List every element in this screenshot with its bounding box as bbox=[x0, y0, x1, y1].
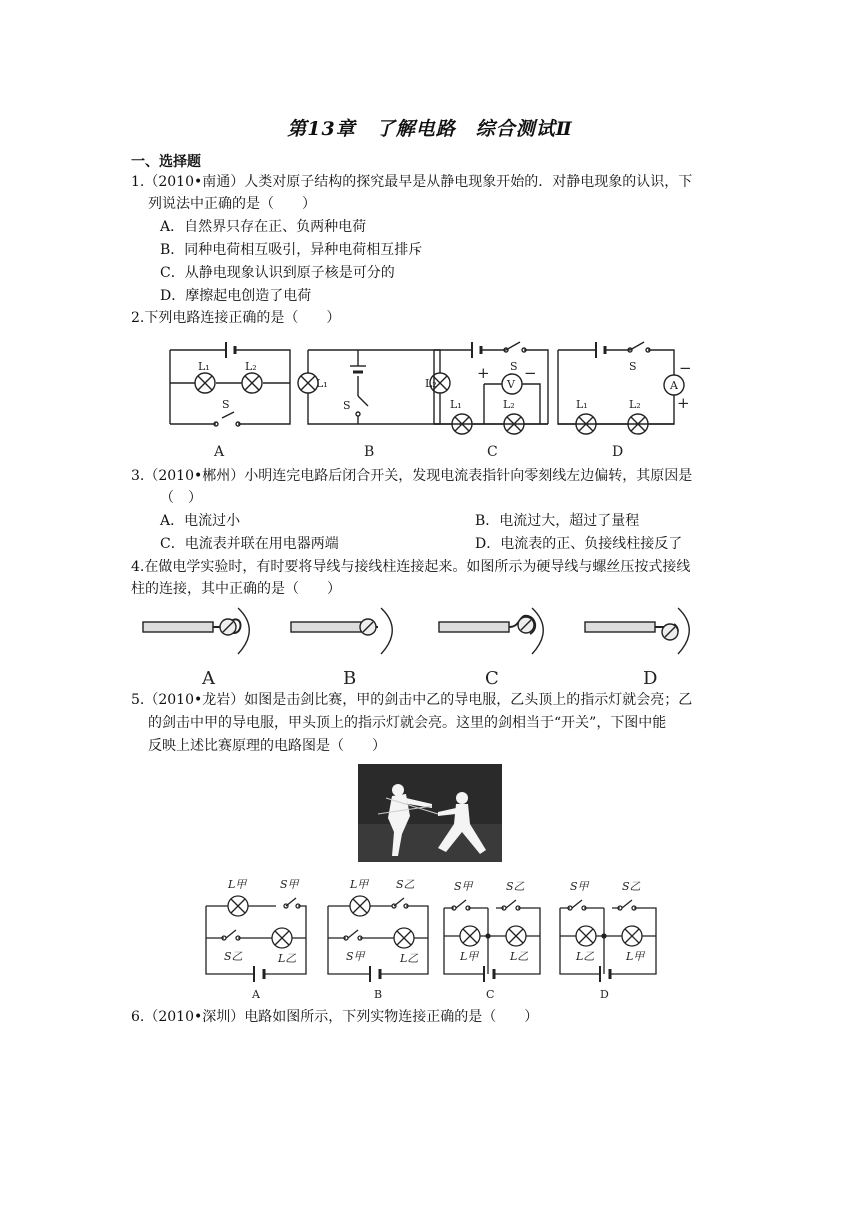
page-title: 第13章 了解电路 综合测试Ⅱ bbox=[287, 118, 573, 140]
svg-text:L乙: L乙 bbox=[510, 950, 529, 963]
svg-text:L甲: L甲 bbox=[460, 950, 479, 963]
svg-text:L₁: L₁ bbox=[450, 398, 462, 411]
q1-stem-line1: 1.（2010•南通）人类对原子结构的探究最早是从静电现象开始的．对静电现象的认识，下 bbox=[131, 174, 693, 190]
svg-text:L₂: L₂ bbox=[503, 398, 515, 411]
svg-text:L甲: L甲 bbox=[350, 878, 369, 891]
q5-label-a: A bbox=[252, 988, 260, 1001]
q4-label-a: A bbox=[202, 668, 215, 689]
q4-label-b: B bbox=[343, 668, 357, 689]
q5-label-d: D bbox=[600, 988, 609, 1001]
q2-circuit-d bbox=[558, 342, 684, 434]
q2-circuit-a bbox=[170, 342, 290, 426]
q6-stem: 6.（2010•深圳）电路如图所示，下列实物连接正确的是（ ） bbox=[131, 1009, 539, 1025]
svg-text:S甲: S甲 bbox=[454, 880, 473, 893]
q4-terminal-c bbox=[439, 608, 543, 654]
svg-text:L₁: L₁ bbox=[316, 377, 328, 390]
svg-text:S乙: S乙 bbox=[622, 880, 641, 893]
svg-text:S甲: S甲 bbox=[570, 880, 589, 893]
svg-text:S甲: S甲 bbox=[280, 878, 299, 891]
svg-text:A: A bbox=[670, 379, 678, 392]
q2-circuit-figures bbox=[160, 338, 692, 463]
q1-option-d: D．摩擦起电创造了电荷 bbox=[160, 288, 312, 304]
fencing-photo bbox=[358, 764, 502, 862]
q3-option-a: A．电流过小 bbox=[160, 513, 241, 529]
svg-text:L₂: L₂ bbox=[425, 377, 437, 390]
q3-stem-line1: 3.（2010•郴州）小明连完电路后闭合开关，发现电流表指针向零刻线左边偏转，其原因是 bbox=[131, 468, 693, 484]
svg-text:S: S bbox=[629, 360, 637, 373]
svg-text:−: − bbox=[679, 359, 692, 377]
svg-text:S: S bbox=[343, 399, 351, 412]
q5-circuit-a bbox=[206, 896, 306, 982]
svg-text:S: S bbox=[510, 360, 518, 373]
q5-stem-line1: 5.（2010•龙岩）如图是击剑比赛，甲的剑击中乙的导电服，乙头顶上的指示灯就会亮；乙 bbox=[131, 692, 693, 708]
svg-text:L₂: L₂ bbox=[629, 398, 641, 411]
q5-circuit-d bbox=[560, 900, 656, 982]
svg-text:L₁: L₁ bbox=[198, 360, 210, 373]
q2-label-b: B bbox=[364, 444, 375, 460]
svg-text:V: V bbox=[507, 378, 515, 391]
q5-circuit-figures bbox=[198, 868, 668, 1008]
q1-stem-line2: 列说法中正确的是（ ） bbox=[148, 196, 316, 212]
q4-label-c: C bbox=[485, 668, 499, 689]
svg-text:L甲: L甲 bbox=[228, 878, 247, 891]
q3-option-d: D．电流表的正、负接线柱接反了 bbox=[475, 536, 683, 552]
q4-label-d: D bbox=[643, 668, 658, 689]
q2-circuit-c bbox=[434, 342, 548, 434]
q5-stem-line3: 反映上述比赛原理的电路图是（ ） bbox=[148, 738, 386, 754]
q5-label-c: C bbox=[486, 988, 495, 1001]
q3-option-c: C．电流表并联在用电器两端 bbox=[160, 536, 339, 552]
q5-label-b: B bbox=[374, 988, 383, 1001]
svg-text:L₂: L₂ bbox=[245, 360, 257, 373]
svg-text:S乙: S乙 bbox=[396, 878, 415, 891]
svg-text:S乙: S乙 bbox=[224, 950, 243, 963]
q4-stem-line2: 柱的连接，其中正确的是（ ） bbox=[131, 581, 341, 597]
svg-text:L乙: L乙 bbox=[400, 952, 419, 965]
q4-terminal-a bbox=[143, 608, 249, 654]
q5-circuit-b bbox=[328, 896, 428, 982]
svg-text:L乙: L乙 bbox=[576, 950, 595, 963]
q2-label-a: A bbox=[214, 444, 225, 460]
q1-option-b: B．同种电荷相互吸引，异种电荷相互排斥 bbox=[160, 242, 423, 258]
svg-text:S乙: S乙 bbox=[506, 880, 525, 893]
q4-terminal-d bbox=[585, 608, 689, 654]
q1-option-a: A．自然界只存在正、负两种电荷 bbox=[160, 219, 367, 235]
svg-text:S甲: S甲 bbox=[346, 950, 365, 963]
svg-text:S: S bbox=[222, 398, 230, 411]
svg-text:L₁: L₁ bbox=[576, 398, 588, 411]
svg-text:L甲: L甲 bbox=[626, 950, 645, 963]
q3-option-b: B．电流过大，超过了量程 bbox=[475, 513, 640, 529]
q5-stem-line2: 的剑击中甲的导电服，甲头顶上的指示灯就会亮。这里的剑相当于“开关”，下图中能 bbox=[148, 715, 667, 731]
svg-text:−: − bbox=[524, 364, 537, 382]
section-heading: 一、选择题 bbox=[131, 154, 201, 170]
q5-circuit-c bbox=[444, 900, 540, 982]
q3-stem-line2: （ ） bbox=[160, 490, 202, 506]
q4-terminal-b bbox=[291, 608, 392, 654]
svg-text:L乙: L乙 bbox=[278, 952, 297, 965]
q4-terminal-figures bbox=[138, 600, 718, 688]
q2-stem: 2.下列电路连接正确的是（ ） bbox=[131, 310, 341, 326]
q1-option-c: C．从静电现象认识到原子核是可分的 bbox=[160, 265, 395, 281]
q2-label-c: C bbox=[487, 444, 498, 460]
svg-text:+: + bbox=[677, 394, 690, 412]
q2-label-d: D bbox=[612, 444, 624, 460]
svg-text:+: + bbox=[477, 364, 490, 382]
q4-stem-line1: 4.在做电学实验时，有时要将导线与接线柱连接起来。如图所示为硬导线与螺丝压按式接线 bbox=[131, 559, 691, 575]
